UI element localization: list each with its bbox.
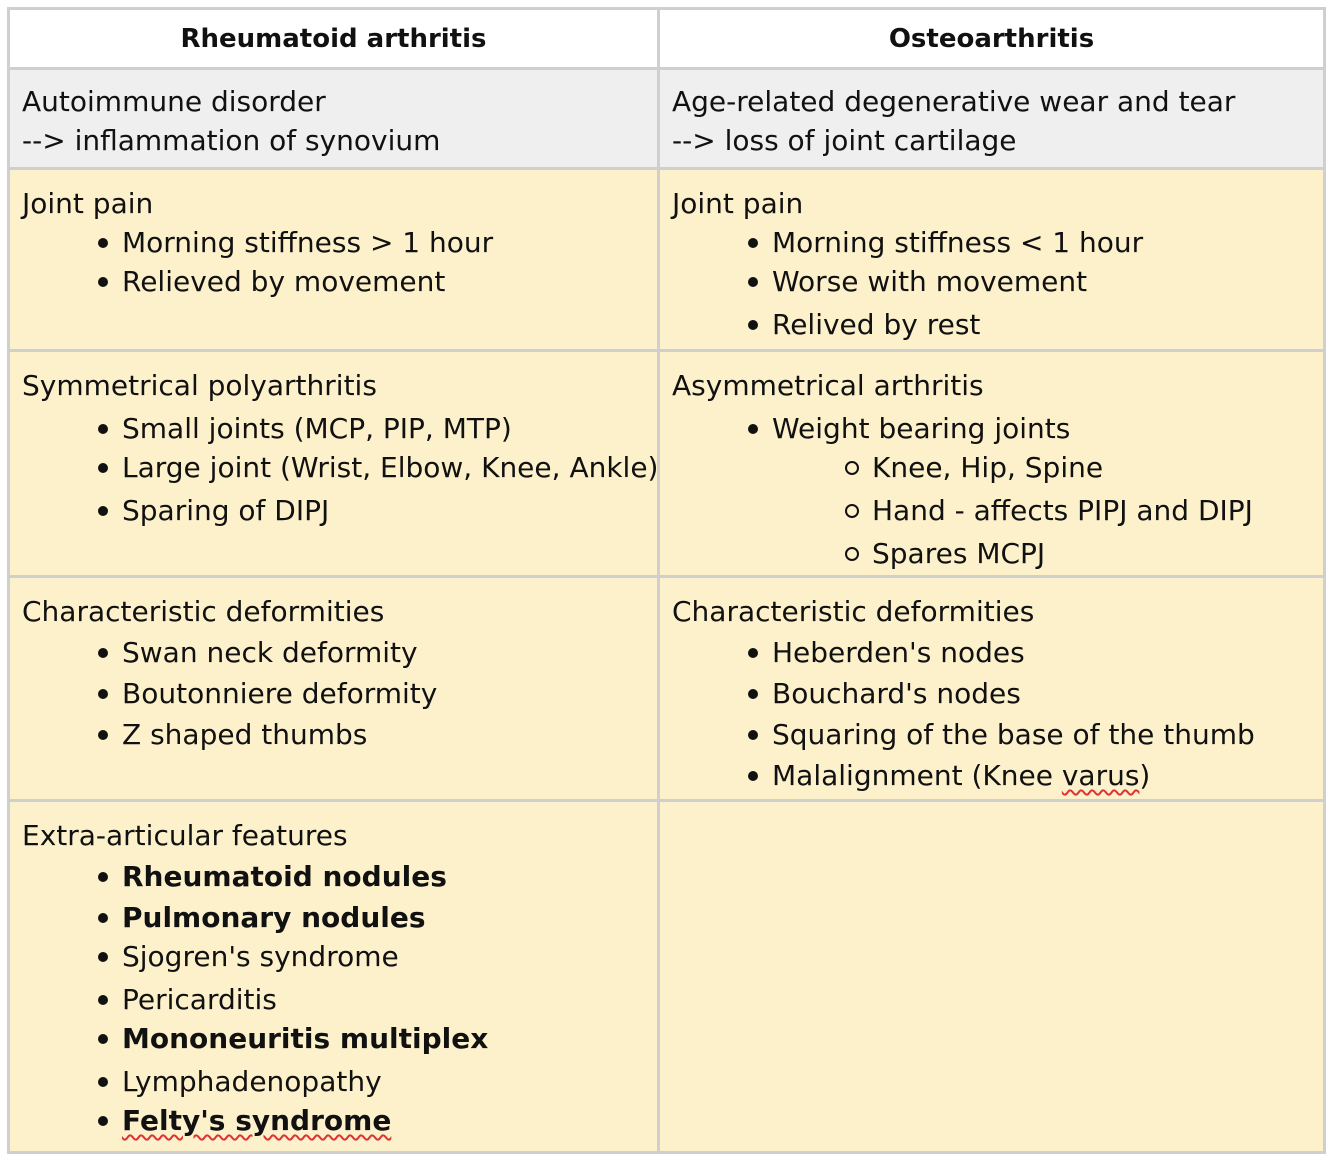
- list-item: Pulmonary nodules: [22, 898, 645, 937]
- list-item: Z shaped thumbs: [22, 715, 645, 754]
- oa-deformities-cell: [659, 577, 1325, 801]
- list-item: Knee, Hip, Spine: [672, 448, 1311, 487]
- oa-pain-heading: Joint pain: [672, 187, 804, 220]
- ra-distribution-list: [22, 409, 659, 530]
- oa-definition-line-1: Age-related degenerative wear and tear: [672, 85, 1236, 118]
- oa-pain-cell: [659, 169, 1325, 351]
- oa-deformities-list: [672, 633, 1311, 795]
- oa-distribution-heading: Asymmetrical arthritis: [672, 369, 984, 402]
- oa-pain-list: [672, 223, 1311, 344]
- ra-definition-line-2: --> inflammation of synovium: [22, 124, 441, 157]
- list-item: Rheumatoid nodules: [22, 857, 645, 896]
- list-item: Boutonniere deformity: [22, 674, 645, 713]
- oa-extra-cell-empty: [659, 801, 1325, 1153]
- deformities-row: [9, 577, 1325, 801]
- list-item: Lymphadenopathy: [22, 1062, 645, 1101]
- list-item: Worse with movement: [672, 262, 1311, 301]
- comparison-table: [7, 7, 1326, 1154]
- list-item: Morning stiffness > 1 hour: [22, 223, 645, 262]
- malalignment-prefix: Malalignment (Knee: [772, 759, 1062, 792]
- joint-pain-row: [9, 169, 1325, 351]
- ra-definition-cell: [9, 69, 659, 169]
- list-item: Bouchard's nodes: [672, 674, 1311, 713]
- list-item: Mononeuritis multiplex: [22, 1019, 645, 1058]
- list-item: Large joint (Wrist, Elbow, Knee, Ankle): [22, 448, 645, 487]
- ra-distribution-cell: [9, 351, 659, 577]
- oa-distribution-list: [672, 409, 1311, 448]
- spellcheck-word: varus: [1061, 759, 1140, 792]
- header-osteoarthritis: Osteoarthritis: [659, 9, 1325, 69]
- list-item: Swan neck deformity: [22, 633, 645, 672]
- ra-pain-cell: [9, 169, 659, 351]
- list-item: Heberden's nodes: [672, 633, 1311, 672]
- oa-definition-cell: [659, 69, 1325, 169]
- list-item: [672, 756, 1311, 795]
- list-item: Spares MCPJ: [672, 534, 1311, 573]
- malalignment-suffix: ): [1139, 759, 1151, 792]
- ra-distribution-heading: Symmetrical polyarthritis: [22, 369, 377, 402]
- definition-row: [9, 69, 1325, 169]
- ra-extra-cell: [9, 801, 659, 1153]
- ra-pain-heading: Joint pain: [22, 187, 154, 220]
- list-item: Sparing of DIPJ: [22, 491, 645, 530]
- ra-deformities-heading: Characteristic deformities: [22, 595, 385, 628]
- list-item: Weight bearing joints: [672, 409, 1311, 448]
- ra-deformities-cell: [9, 577, 659, 801]
- distribution-row: [9, 351, 1325, 577]
- ra-extra-heading: Extra-articular features: [22, 819, 348, 852]
- header-rheumatoid-arthritis: Rheumatoid arthritis: [9, 9, 659, 69]
- list-item: [22, 1101, 645, 1140]
- list-item: Hand - affects PIPJ and DIPJ: [672, 491, 1311, 530]
- oa-distribution-sublist: [672, 448, 1311, 573]
- list-item: Relieved by movement: [22, 262, 645, 301]
- feltys-syndrome: Felty's syndrome: [122, 1104, 392, 1137]
- ra-deformities-list: [22, 633, 645, 754]
- list-item: Sjogren's syndrome: [22, 937, 645, 976]
- list-item: Relived by rest: [672, 305, 1311, 344]
- list-item: Squaring of the base of the thumb: [672, 715, 1311, 754]
- ra-extra-list: [22, 857, 645, 1140]
- ra-pain-list: [22, 223, 645, 301]
- list-item: Pericarditis: [22, 980, 645, 1019]
- oa-definition-line-2: --> loss of joint cartilage: [672, 124, 1017, 157]
- list-item: Small joints (MCP, PIP, MTP): [22, 409, 645, 448]
- oa-deformities-heading: Characteristic deformities: [672, 595, 1035, 628]
- extra-articular-row: [9, 801, 1325, 1153]
- header-row: [9, 9, 1325, 69]
- list-item: Morning stiffness < 1 hour: [672, 223, 1311, 262]
- oa-distribution-cell: [659, 351, 1325, 577]
- ra-definition-line-1: Autoimmune disorder: [22, 85, 326, 118]
